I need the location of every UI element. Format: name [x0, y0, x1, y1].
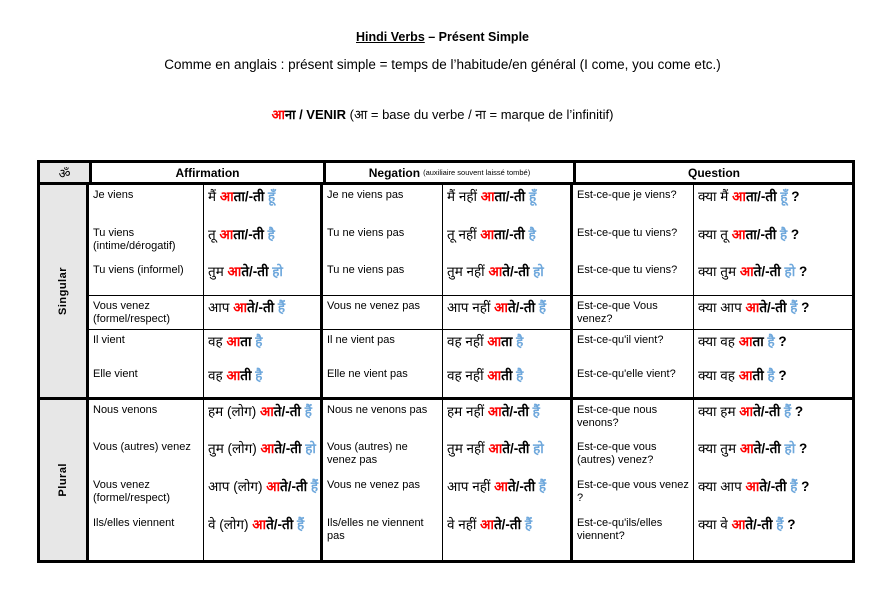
affirmation-french-text: Vous (autres) venez — [93, 441, 191, 453]
negation-french-cell — [323, 296, 443, 329]
hindi-segment: क्या वह — [698, 334, 739, 349]
affirmation-french-text: Vous venez (formel/respect) — [93, 300, 171, 325]
subtitle: Comme en anglais : présent simple = temps de l’habitude/en général (I come, you come etc.) — [164, 57, 721, 72]
hindi-segment: आप — [208, 300, 234, 315]
om-header-cell — [40, 163, 92, 182]
negation-hindi-phrase — [443, 400, 570, 437]
negation-french-text: Tu ne viens pas — [327, 264, 405, 276]
hindi-segment: है — [767, 368, 775, 383]
hindi-segment: हैं — [784, 404, 792, 419]
hindi-segment: तुम नहीं — [447, 264, 489, 279]
negation-header-note: (auxiliaire souvent laissé tombé) — [423, 168, 531, 177]
conjugation-table — [37, 160, 855, 563]
hindi-segment: हैं — [790, 300, 798, 315]
conjugation-group-row — [89, 330, 852, 397]
question-hindi-phrase — [694, 437, 852, 475]
negation-header-cell — [326, 163, 576, 182]
hindi-segment: है — [779, 227, 788, 242]
hindi-segment: ता/-ती — [233, 227, 268, 242]
hindi-segment: आ — [739, 264, 754, 279]
verb-explanation: (आ = base du verbe / ना = marque de l’infinitif) — [349, 107, 614, 122]
hindi-segment: आ — [480, 189, 495, 204]
hindi-segment: ते/-ती — [501, 404, 533, 419]
affirmation-header-cell — [92, 163, 326, 182]
hindi-segment: ती — [752, 368, 768, 383]
hindi-segment: है — [528, 227, 536, 242]
hindi-segment: आ — [487, 368, 502, 383]
verb-infinitive-marker: ना — [284, 107, 296, 122]
negation-hindi-cell — [443, 185, 573, 295]
page-title — [0, 30, 885, 44]
hindi-segment: ? — [783, 517, 796, 532]
section-plural — [40, 400, 852, 560]
hindi-segment: हैं — [524, 517, 533, 532]
hindi-segment: आ — [227, 264, 242, 279]
negation-hindi-phrase — [443, 330, 570, 364]
hindi-segment: ? — [787, 189, 800, 204]
question-hindi-cell — [694, 400, 852, 560]
hindi-segment: ते/-ती — [759, 300, 791, 315]
hindi-segment: ते/-ती — [274, 441, 306, 456]
hindi-segment: आ — [739, 441, 754, 456]
question-french-cell — [573, 400, 694, 560]
negation-french-text: Ils/elles ne viennent pas — [327, 517, 424, 542]
hindi-segment: ? — [795, 264, 808, 279]
affirmation-hindi-phrase — [204, 364, 320, 397]
affirmation-french-text: Il vient — [93, 334, 125, 346]
hindi-segment: हो — [784, 441, 796, 456]
hindi-segment: आ — [739, 404, 754, 419]
table-body — [40, 185, 852, 560]
hindi-segment: आ — [738, 368, 753, 383]
hindi-segment: ते/-ती — [753, 404, 784, 419]
hindi-segment: आ — [745, 479, 760, 494]
conjugation-group-row — [89, 185, 852, 296]
hindi-segment: आ — [488, 264, 503, 279]
negation-french-text: Elle ne vient pas — [327, 368, 408, 380]
affirmation-french-cell — [89, 185, 204, 295]
hindi-segment: ? — [774, 334, 787, 349]
hindi-segment: हो — [784, 264, 796, 279]
question-header-cell — [576, 163, 852, 182]
question-french-cell — [573, 296, 694, 329]
affirmation-french-text: Ils/elles viennent — [93, 517, 175, 529]
question-hindi-phrase — [694, 364, 852, 397]
hindi-segment: हैं — [310, 479, 319, 494]
affirmation-hindi-phrase — [204, 260, 320, 295]
table-header-row — [40, 163, 852, 185]
hindi-segment: हैं — [538, 300, 546, 315]
hindi-segment: आ — [219, 189, 234, 204]
hindi-segment: क्या आप — [698, 300, 746, 315]
affirmation-french-text: Tu viens (informel) — [93, 264, 184, 276]
question-hindi-cell — [694, 330, 852, 397]
hindi-segment: क्या तुम — [698, 441, 740, 456]
negation-french-cell — [323, 400, 443, 560]
negation-hindi-phrase — [443, 260, 570, 295]
hindi-segment: क्या आप — [698, 479, 746, 494]
hindi-segment: क्या मैं — [698, 189, 733, 204]
hindi-segment: ते/-ती — [759, 479, 791, 494]
question-header-label: Question — [687, 165, 740, 180]
hindi-segment: तू — [208, 227, 220, 242]
hindi-segment: आ — [487, 404, 502, 419]
question-french-cell — [573, 330, 694, 397]
affirmation-french-cell — [89, 296, 204, 329]
affirmation-hindi-phrase — [204, 400, 320, 437]
negation-french-cell — [323, 185, 443, 295]
hindi-segment: ते/-ती — [507, 300, 539, 315]
hindi-segment: हैं — [304, 404, 312, 419]
hindi-segment: ते/-ती — [247, 300, 278, 315]
hindi-segment: ती — [501, 368, 517, 383]
hindi-segment: ? — [774, 368, 787, 383]
affirmation-hindi-phrase — [204, 513, 320, 560]
question-hindi-phrase — [694, 296, 852, 329]
hindi-segment: ता/-ती — [233, 189, 269, 204]
hindi-segment: ते/-ती — [502, 441, 534, 456]
hindi-segment: हूँ — [528, 189, 537, 204]
hindi-segment: मैं नहीं — [447, 189, 481, 204]
section-singular — [40, 185, 852, 400]
affirmation-hindi-phrase — [204, 223, 320, 260]
hindi-segment: ते/-ती — [502, 264, 534, 279]
question-french-text: Est-ce-que Vous venez? — [577, 300, 658, 325]
hindi-segment: वह नहीं — [447, 334, 488, 349]
hindi-segment: आ — [731, 227, 746, 242]
hindi-segment: ते/-ती — [241, 264, 273, 279]
negation-hindi-cell — [443, 296, 573, 329]
hindi-segment: आ — [731, 517, 746, 532]
affirmation-hindi-phrase — [204, 185, 320, 223]
hindi-segment: तुम नहीं — [447, 441, 489, 456]
hindi-segment: वह नहीं — [447, 368, 488, 383]
negation-hindi-phrase — [443, 475, 570, 513]
question-hindi-phrase — [694, 400, 852, 437]
affirmation-french-text: Elle vient — [93, 368, 138, 380]
verb-french-label: / VENIR — [295, 107, 350, 122]
hindi-segment: क्या वह — [698, 368, 739, 383]
question-french-text: Est-ce-qu'il vient? — [577, 334, 664, 346]
question-french-cell — [573, 185, 694, 295]
hindi-segment: आ — [738, 334, 753, 349]
negation-french-text: Nous ne venons pas — [327, 404, 428, 416]
hindi-segment: आ — [745, 300, 760, 315]
hindi-segment: हूँ — [268, 189, 276, 204]
question-french-text: Est-ce-que je viens? — [577, 189, 677, 201]
section-content-plural — [89, 400, 852, 560]
hindi-segment: आ — [226, 368, 241, 383]
affirmation-french-text: Nous venons — [93, 404, 158, 416]
negation-french-cell — [323, 330, 443, 397]
negation-hindi-phrase — [443, 185, 570, 223]
hindi-segment: ? — [797, 479, 810, 494]
negation-header-label: Negation — [368, 165, 421, 180]
hindi-segment: वे नहीं — [447, 517, 481, 532]
hindi-segment: ता — [240, 334, 256, 349]
hindi-segment: है — [267, 227, 275, 242]
hindi-segment: आ — [252, 517, 267, 532]
hindi-segment: ते/-ती — [745, 517, 777, 532]
hindi-segment: क्या तुम — [698, 264, 740, 279]
hindi-segment: ते/-ती — [507, 479, 539, 494]
section-label-cell-plural — [40, 400, 89, 560]
hindi-segment: है — [255, 368, 263, 383]
page-title-underlined: Hindi Verbs — [356, 30, 425, 44]
affirmation-hindi-cell — [204, 400, 323, 560]
hindi-segment: ता/-ती — [494, 227, 529, 242]
hindi-segment: आप नहीं — [447, 300, 495, 315]
hindi-segment: ते/-ती — [753, 441, 785, 456]
affirmation-french-text: Vous venez (formel/respect) — [93, 479, 171, 504]
negation-hindi-phrase — [443, 513, 570, 560]
hindi-segment: हैं — [538, 479, 546, 494]
hindi-segment: हैं — [296, 517, 305, 532]
question-hindi-phrase — [694, 475, 852, 513]
hindi-segment: तुम — [208, 264, 228, 279]
hindi-segment: है — [255, 334, 263, 349]
verb-base-red: आ — [271, 107, 285, 122]
question-hindi-cell — [694, 296, 852, 329]
hindi-segment: आ — [260, 441, 275, 456]
hindi-segment: ते/-ती — [273, 404, 305, 419]
hindi-segment: आ — [494, 479, 508, 494]
question-french-text: Est-ce-que vous venez ? — [577, 479, 689, 504]
affirmation-header-label: Affirmation — [175, 165, 240, 180]
hindi-segment: वे (लोग) — [208, 517, 253, 532]
section-label-singular: Singular — [57, 266, 69, 315]
negation-french-text: Vous (autres) ne venez pas — [327, 441, 408, 466]
negation-hindi-phrase — [443, 364, 570, 397]
verb-line — [0, 105, 885, 123]
affirmation-hindi-phrase — [204, 296, 320, 329]
hindi-segment: आ — [480, 517, 494, 532]
negation-french-text: Vous ne venez pas — [327, 300, 420, 312]
section-label-plural: Plural — [57, 463, 69, 497]
section-label-cell-singular — [40, 185, 89, 397]
hindi-segment: हैं — [277, 300, 286, 315]
affirmation-hindi-cell — [204, 330, 323, 397]
hindi-segment: तू नहीं — [447, 227, 481, 242]
negation-french-text: Il ne vient pas — [327, 334, 395, 346]
affirmation-hindi-phrase — [204, 475, 320, 513]
hindi-segment: ते/-ती — [266, 517, 297, 532]
hindi-segment: आ — [259, 404, 274, 419]
hindi-segment: ता/-ती — [745, 227, 780, 242]
hindi-segment: हैं — [532, 404, 540, 419]
question-french-text: Est-ce-que vous (autres) venez? — [577, 441, 657, 466]
hindi-segment: हम नहीं — [447, 404, 488, 419]
hindi-segment: तुम (लोग) — [208, 441, 261, 456]
hindi-segment: आ — [487, 334, 502, 349]
hindi-segment: आ — [480, 227, 495, 242]
hindi-segment: मैं — [208, 189, 220, 204]
section-content-singular — [89, 185, 852, 397]
hindi-segment: ता — [501, 334, 517, 349]
question-french-text: Est-ce-que tu viens? — [577, 264, 678, 276]
affirmation-french-cell — [89, 330, 204, 397]
question-hindi-phrase — [694, 260, 852, 295]
page-title-rest: – Présent Simple — [424, 30, 529, 44]
hindi-segment: आ — [732, 189, 746, 204]
hindi-segment: वह — [208, 334, 227, 349]
affirmation-hindi-cell — [204, 296, 323, 329]
conjugation-group-row — [89, 296, 852, 330]
hindi-segment: हो — [305, 441, 316, 456]
hindi-segment: क्या वे — [698, 517, 732, 532]
affirmation-french-text: Tu viens (intime/dérogatif) — [93, 227, 176, 252]
question-hindi-phrase — [694, 223, 852, 260]
question-french-text: Est-ce-qu'elle vient? — [577, 368, 676, 380]
hindi-segment: हो — [533, 264, 544, 279]
hindi-segment: ता — [752, 334, 768, 349]
affirmation-hindi-phrase — [204, 437, 320, 475]
hindi-segment: आप (लोग) — [208, 479, 267, 494]
hindi-segment: ? — [791, 404, 804, 419]
hindi-segment: आ — [266, 479, 281, 494]
hindi-segment: ते/-ती — [280, 479, 311, 494]
hindi-segment: ते/-ती — [753, 264, 785, 279]
negation-hindi-cell — [443, 330, 573, 397]
hindi-segment: ? — [795, 441, 808, 456]
affirmation-hindi-phrase — [204, 330, 320, 364]
hindi-segment: ? — [787, 227, 800, 242]
negation-hindi-phrase — [443, 296, 570, 329]
negation-hindi-phrase — [443, 223, 570, 260]
hindi-segment: क्या हम — [698, 404, 740, 419]
hindi-segment: है — [516, 368, 524, 383]
question-hindi-phrase — [694, 330, 852, 364]
hindi-segment: ते/-ती — [493, 517, 525, 532]
affirmation-french-text: Je viens — [93, 189, 134, 201]
hindi-segment: हम (लोग) — [208, 404, 260, 419]
hindi-segment: हो — [533, 441, 544, 456]
hindi-segment: क्या तू — [698, 227, 732, 242]
hindi-segment: हैं — [790, 479, 798, 494]
hindi-segment: वह — [208, 368, 227, 383]
question-hindi-phrase — [694, 185, 852, 223]
hindi-segment: आप नहीं — [447, 479, 495, 494]
negation-hindi-phrase — [443, 437, 570, 475]
question-french-text: Est-ce-qu'ils/elles viennent? — [577, 517, 663, 542]
affirmation-hindi-cell — [204, 185, 323, 295]
hindi-segment: आ — [233, 300, 248, 315]
question-hindi-phrase — [694, 513, 852, 560]
hindi-segment: ता/-ती — [745, 189, 781, 204]
hindi-segment: है — [767, 334, 775, 349]
hindi-segment: हैं — [776, 517, 784, 532]
affirmation-french-cell — [89, 400, 204, 560]
question-hindi-cell — [694, 185, 852, 295]
hindi-segment: आ — [226, 334, 241, 349]
question-french-text: Est-ce-que nous venons? — [577, 404, 658, 429]
hindi-segment: हूँ — [780, 189, 788, 204]
negation-french-text: Je ne viens pas — [327, 189, 404, 201]
negation-hindi-cell — [443, 400, 573, 560]
om-symbol: ॐ — [58, 165, 71, 181]
hindi-segment: आ — [219, 227, 234, 242]
hindi-segment: ती — [240, 368, 256, 383]
hindi-segment: आ — [494, 300, 508, 315]
hindi-segment: आ — [488, 441, 503, 456]
conjugation-group-row — [89, 400, 852, 560]
negation-french-text: Tu ne viens pas — [327, 227, 405, 239]
hindi-segment: ? — [797, 300, 810, 315]
question-french-text: Est-ce-que tu viens? — [577, 227, 678, 239]
negation-french-text: Vous ne venez pas — [327, 479, 420, 491]
hindi-segment: है — [516, 334, 524, 349]
hindi-segment: ता/-ती — [494, 189, 529, 204]
hindi-segment: हो — [272, 264, 283, 279]
